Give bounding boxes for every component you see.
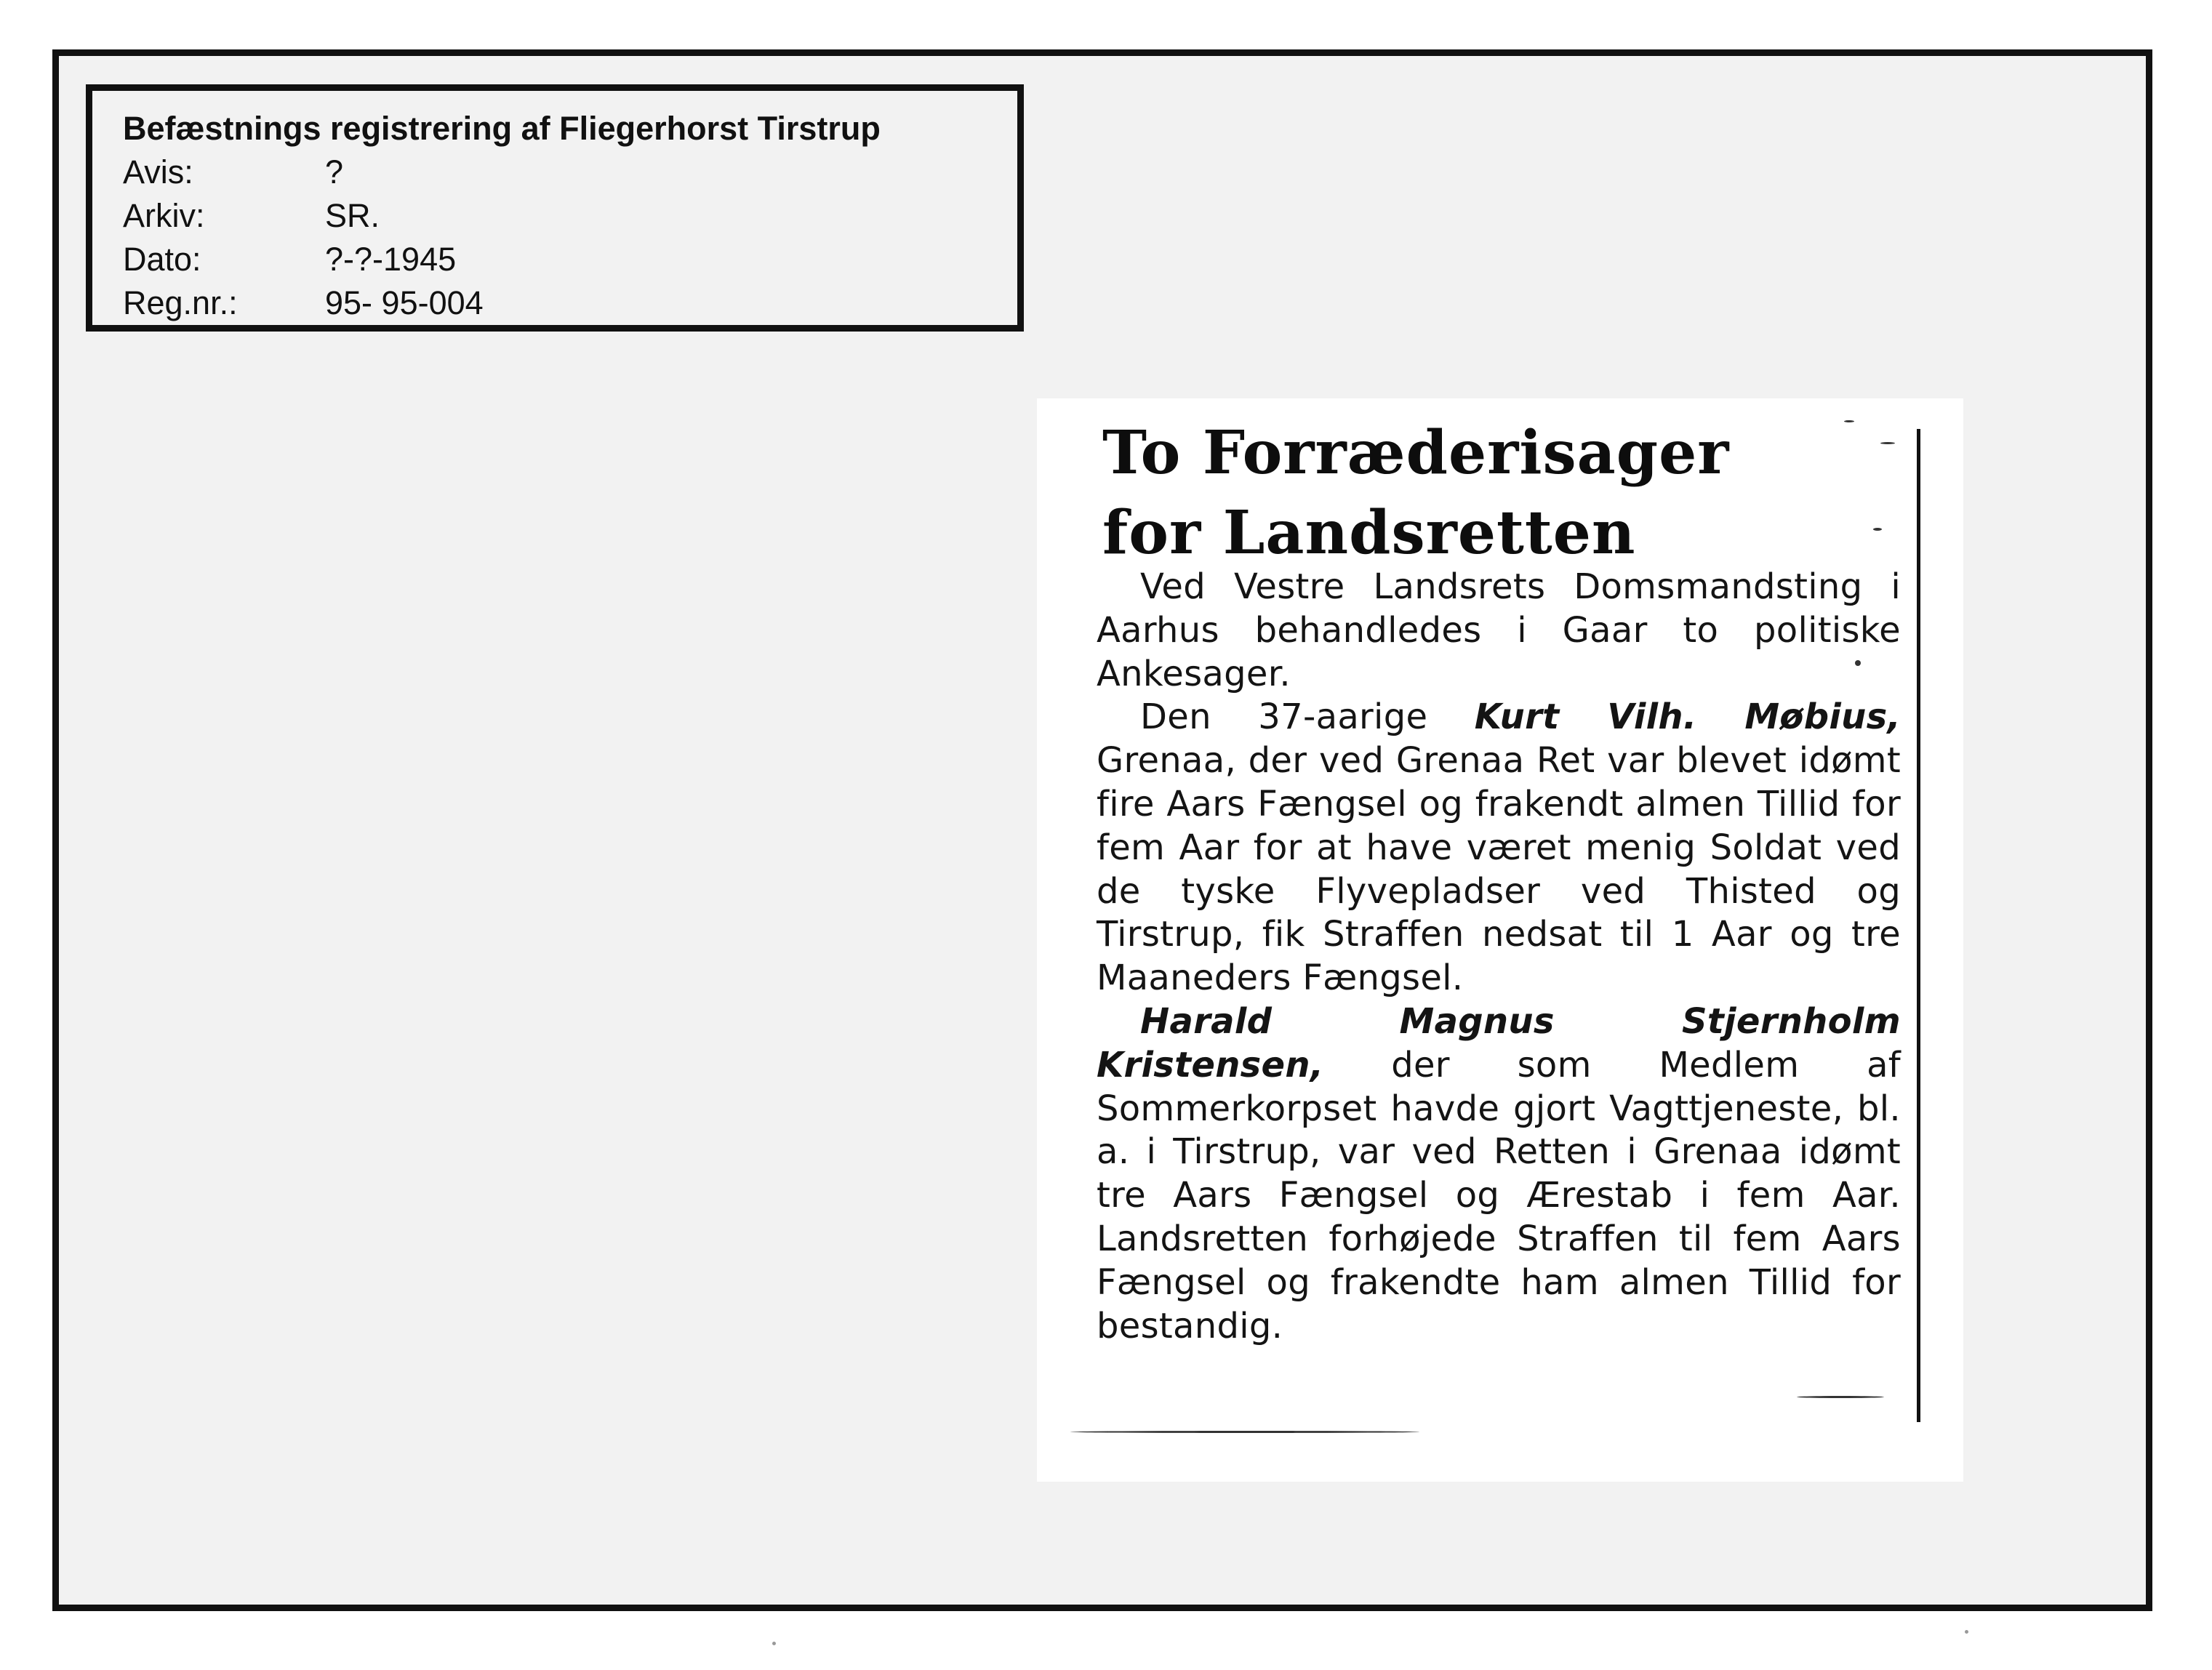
label-key: Avis: [123, 153, 193, 190]
print-speck [1844, 420, 1854, 422]
headline-line-2: for Landsretten [1102, 498, 1636, 568]
label-row-arkiv [123, 194, 1017, 238]
clipping-headline [1102, 413, 1902, 573]
article-paragraph-1: Ved Vestre Landsrets Domsmandsting i Aarhus behandledes i Gaar to politiske Ankesager. [1097, 566, 1901, 694]
print-speck [1855, 660, 1861, 666]
print-speck [1070, 1431, 1419, 1433]
label-value: ?-?-1945 [325, 241, 457, 278]
paragraph-lead: Den 37-aarige [1140, 696, 1475, 738]
label-row-regnr [123, 281, 1017, 325]
article-paragraph-2 [1097, 696, 1901, 1000]
label-row-dato [123, 238, 1017, 281]
registration-title: Befæstnings registrering af Fliegerhorst Tirstrup [123, 110, 881, 147]
scan-speck [772, 1642, 776, 1645]
newspaper-clipping [1037, 398, 1963, 1482]
label-value: ? [325, 153, 344, 190]
defendant-name-mobius: Kurt Vilh. Møbius, [1474, 696, 1901, 738]
article-paragraph-3 [1097, 1000, 1901, 1348]
paragraph-text: der som Medlem af Sommerkorpset havde gjort Vagttjeneste, bl. a. i Tirstrup, var ved Retten i Grenaa idømt tre Aars Fængsel og Ærestab i fem Aar. Landsretten forhøjede Straffen til fem Aars Fængsel og frakendte ham almen Tillid for bestandig. [1097, 1044, 1901, 1346]
label-value: 95- 95-004 [325, 284, 484, 321]
label-row-avis [123, 150, 1017, 194]
registration-label [86, 84, 1024, 332]
label-key: Reg.nr.: [123, 284, 238, 321]
label-value: SR. [325, 197, 380, 234]
print-speck [1873, 528, 1882, 531]
print-speck [1880, 442, 1895, 444]
defendant-name-kristensen: Harald Magnus Stjernholm Kristensen, [1097, 1000, 1901, 1085]
column-rule [1917, 429, 1920, 1422]
print-speck [1797, 1396, 1884, 1398]
article-body [1097, 566, 1901, 1348]
label-key: Arkiv: [123, 197, 205, 234]
scan-speck [1965, 1630, 1968, 1634]
paragraph-text: Grenaa, der ved Grenaa Ret var blevet idømt fire Aars Fængsel og frakendt almen Tillid for fem Aar for at have været menig Soldat ved de tyske Flyvepladser ved Thisted og Tirstrup, fik Straffen nedsat til 1 Aar og tre Maaneders Fængsel. [1097, 740, 1901, 999]
headline-line-1: To Forræderisager [1102, 418, 1730, 488]
label-key: Dato: [123, 241, 201, 278]
